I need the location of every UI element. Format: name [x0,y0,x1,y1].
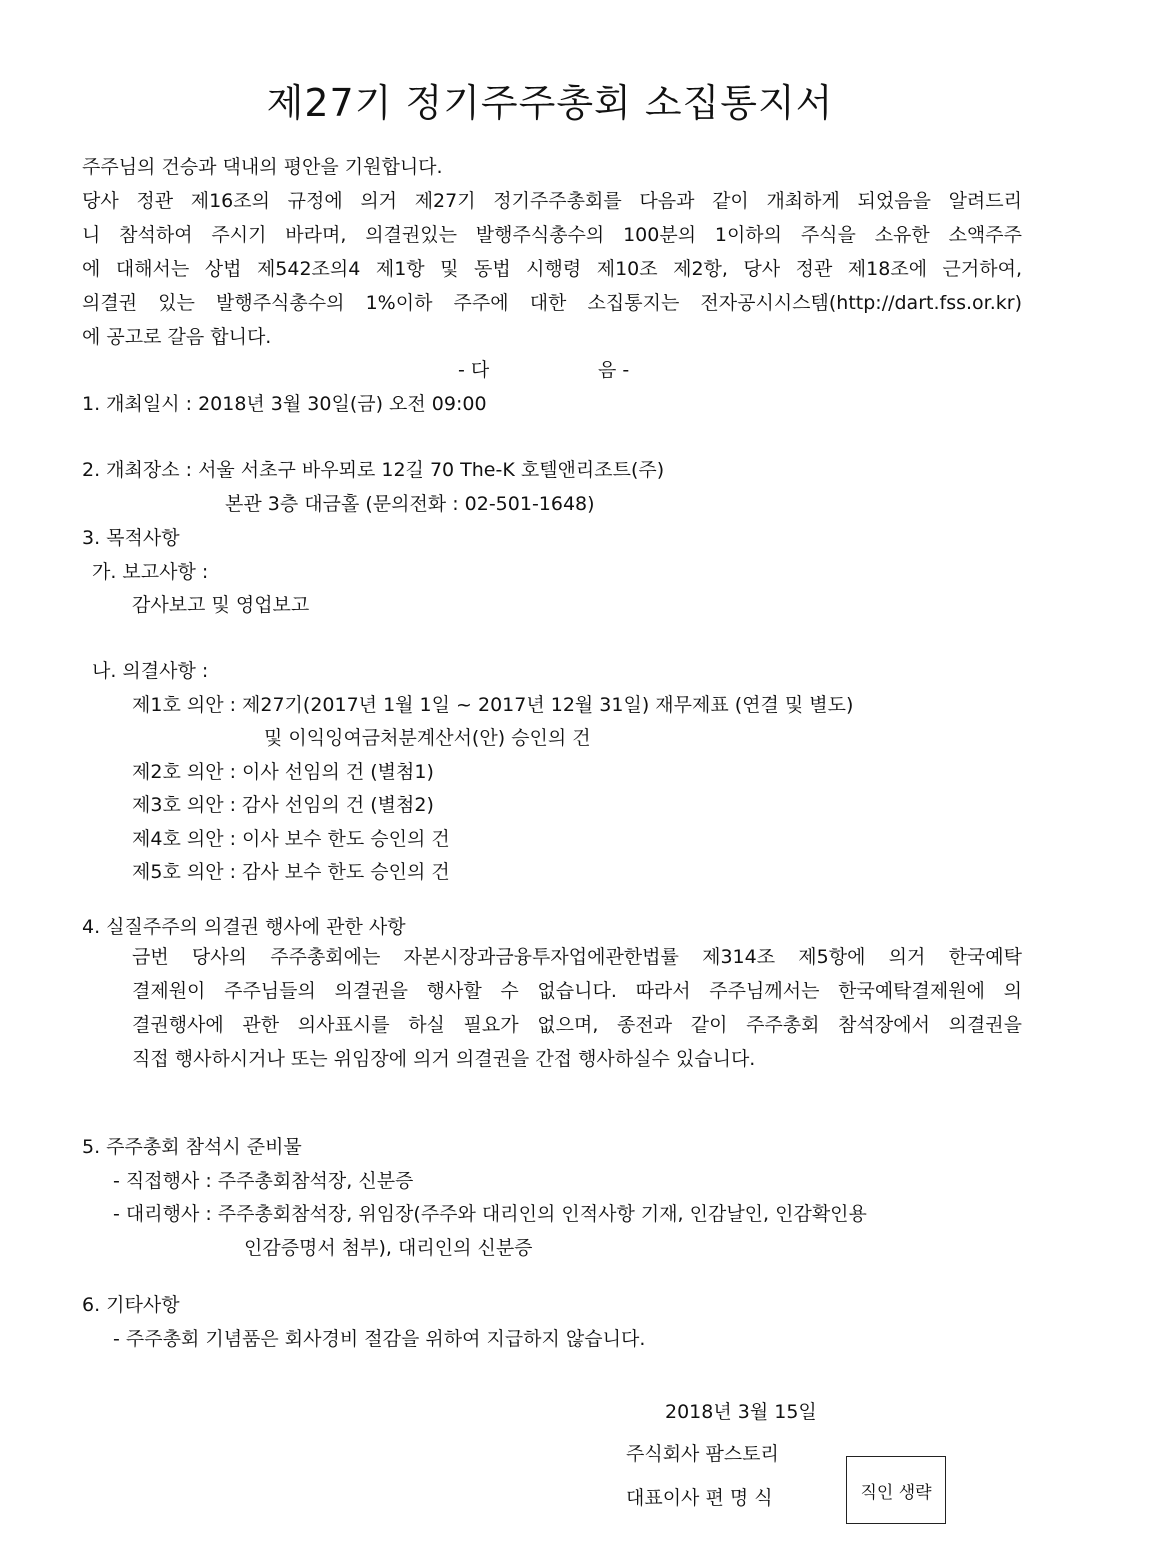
seal-omitted-text: 직인 생략 [860,1482,932,1503]
agenda-1-cont: 및 이익잉여금처분계산서(안) 승인의 건 [264,727,591,749]
item-4-heading: 4. 실질주주의 의결권 행사에 관한 사항 [82,916,406,938]
ceo-name: 대표이사 편 명 식 [626,1487,773,1509]
intro-line: 당사 정관 제16조의 규정에 의거 제27기 정기주주총회를 다음과 같이 개최하게 되었음을 알려드리 [82,190,1022,212]
heading-da: - 다 [458,359,490,381]
item-3-purpose: 3. 목적사항 [82,527,180,549]
agenda-3: 제3호 의안 : 감사 선임의 건 (별첨2) [132,794,434,816]
item-3-resolution-heading: 나. 의결사항 : [92,660,209,682]
item-2-venue: 2. 개최장소 : 서울 서초구 바우뫼로 12길 70 The-K 호텔앤리조트(주) [82,459,665,481]
intro-line: 의결권 있는 발행주식총수의 1%이하 주주에 대한 소집통지는 전자공시시스템(http://dart.fss.or.kr) [82,292,1022,314]
item-1-datetime: 1. 개최일시 : 2018년 3월 30일(금) 오전 09:00 [82,393,487,415]
item-5-proxy: - 대리행사 : 주주총회참석장, 위임장(주주와 대리인의 인적사항 기재, 인감날인, 인감확인용 [113,1203,867,1225]
item-3-report-heading: 가. 보고사항 : [92,561,209,583]
item-2-venue-detail: 본관 3층 대금홀 (문의전화 : 02-501-1648) [225,493,595,515]
page-title: 제27기 정기주주총회 소집통지서 [266,81,834,125]
item-6-heading: 6. 기타사항 [82,1294,180,1316]
item-5-proxy-cont: 인감증명서 첨부), 대리인의 신분증 [244,1237,533,1259]
item-3-report-content: 감사보고 및 영업보고 [132,594,310,616]
intro-line: 주주님의 건승과 댁내의 평안을 기원합니다. [82,156,443,178]
company-name: 주식회사 팜스토리 [626,1443,779,1465]
item-5-heading: 5. 주주총회 참석시 준비물 [82,1136,302,1158]
item-4-line: 직접 행사하시거나 또는 위임장에 의거 의결권을 간접 행사하실수 있습니다. [132,1048,756,1070]
item-6-content: - 주주총회 기념품은 회사경비 절감을 위하여 지급하지 않습니다. [113,1328,646,1350]
item-4-line: 금번 당사의 주주총회에는 자본시장과금융투자업에관한법률 제314조 제5항에 의거 한국예탁 [132,946,1022,968]
item-5-direct: - 직접행사 : 주주총회참석장, 신분증 [113,1170,414,1192]
intro-line: 에 대해서는 상법 제542조의4 제1항 및 동법 시행령 제10조 제2항, 당사 정관 제18조에 근거하여, [82,258,1022,280]
agenda-4: 제4호 의안 : 이사 보수 한도 승인의 건 [132,828,450,850]
agenda-5: 제5호 의안 : 감사 보수 한도 승인의 건 [132,861,450,883]
notice-date: 2018년 3월 15일 [665,1401,817,1423]
item-4-line: 결제원이 주주님들의 의결권을 행사할 수 없습니다. 따라서 주주님께서는 한국예탁결제원에 의 [132,980,1022,1002]
intro-line: 에 공고로 갈음 합니다. [82,326,272,348]
heading-eum: 음 - [598,359,630,381]
item-4-line: 결권행사에 관한 의사표시를 하실 필요가 없으며, 종전과 같이 주주총회 참석장에서 의결권을 [132,1014,1022,1036]
item-4-paragraph [132,942,1022,1078]
agenda-2: 제2호 의안 : 이사 선임의 건 (별첨1) [132,761,434,783]
agenda-1: 제1호 의안 : 제27기(2017년 1월 1일 ~ 2017년 12월 31일) 재무제표 (연결 및 별도) [132,694,854,716]
intro-paragraph [82,152,1022,356]
seal-omitted-box [846,1456,946,1524]
intro-line: 니 참석하여 주시기 바라며, 의결권있는 발행주식총수의 100분의 1이하의 주식을 소유한 소액주주 [82,224,1022,246]
